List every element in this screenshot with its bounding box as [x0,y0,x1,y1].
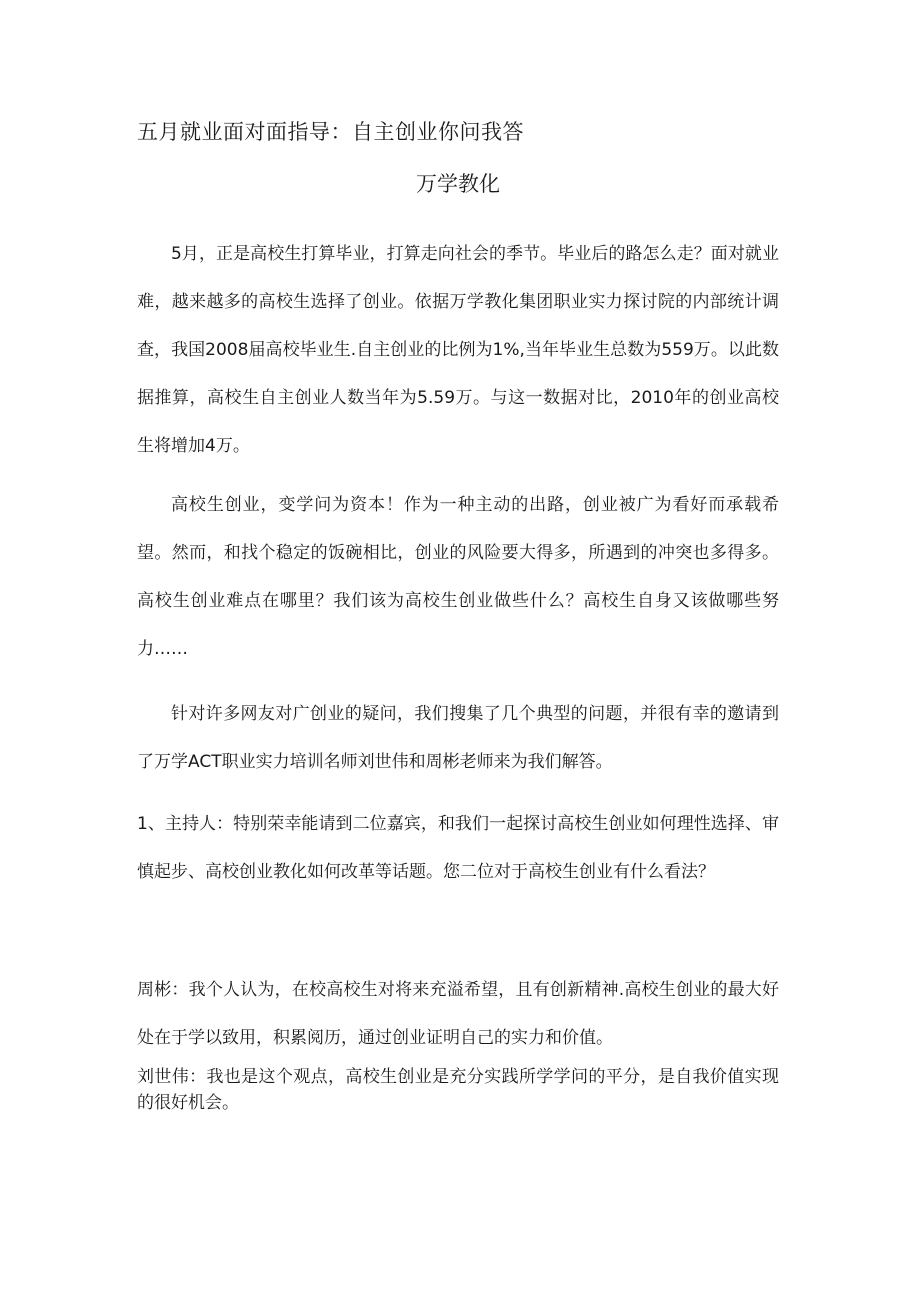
paragraph-liu-shiwei-answer: 刘世伟：我也是这个观点，高校生创业是充分实践所学学问的平分，是自我价值实现的很好机会。 [137,1067,779,1113]
paragraph-guests: 针对许多网友对广创业的疑问，我们搜集了几个典型的问题，并很有幸的邀请到了万学ACT职业实力培训名师刘世伟和周彬老师来为我们解答。 [137,704,779,772]
paragraph-host-question: 1、主持人：特别荣幸能请到二位嘉宾，和我们一起探讨高校生创业如何理性选择、审慎起步、高校创业教化如何改革等话题。您二位对于高校生创业有什么看法？ [137,814,779,882]
paragraph-challenges: 高校生创业，变学问为资本！作为一种主动的出路，创业被广为看好而承载希望。然而，和找个稳定的饭碗相比，创业的风险要大得多，所遇到的冲突也多得多。高校生创业难点在哪里？我们该为高校生创业做些什么？高校生自身又该做哪些努力…… [137,495,779,659]
paragraph-zhou-bin-answer: 周彬：我个人认为，在校高校生对将来充溢希望，且有创新精神.高校生创业的最大好处在于学以致用，积累阅历，通过创业证明自己的实力和价值。 [137,980,779,1048]
document-title: 五月就业面对面指导：自主创业你问我答 [137,120,524,144]
paragraph-intro: 5月，正是高校生打算毕业，打算走向社会的季节。毕业后的路怎么走？面对就业难，越来越多的高校生选择了创业。依据万学教化集团职业实力探讨院的内部统计调查，我国2008届高校毕业生.自主创业的比例为1%,当年毕业生总数为559万。以此数据推算，高校生自主创业人数当年为5.59万。与这一数据对比，2010年的创业高校生将增加4万。 [137,244,779,456]
document-author: 万学教化 [416,172,500,196]
